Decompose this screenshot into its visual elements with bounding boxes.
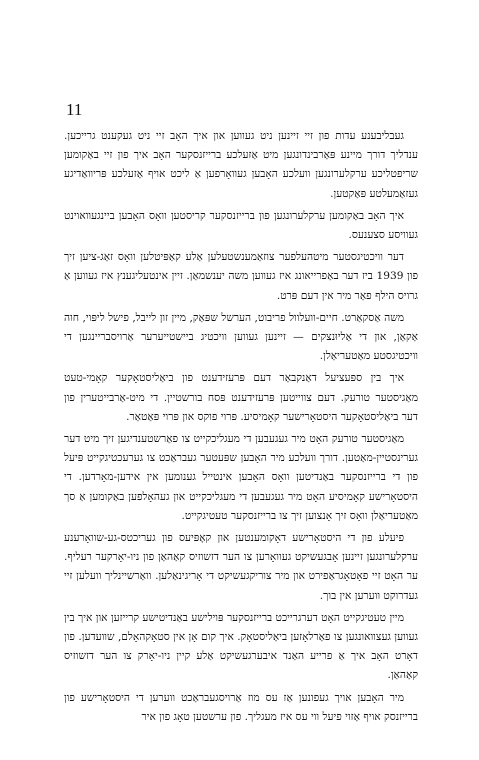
paragraph: געבליבענע עדות פון זיי זיינען ניט געווען און איך האָב זיי ניט געקענט גרייכען. ענדליך דורך מיינע פּאַרבינדונגען מיט אַזעלכע ברייזנסקער האָב איך פון זיי באַקומען שריפטליכע ערקלערונגען וועלכע האָבען געוואָרפען אַ ליכט אויף אַזעלכע פּריוואַדיגע געזאַמעלטע פּאַקטען. <box>64 130 418 200</box>
paragraph: מיר האָבען אויך געפונען אַז עס מוז אַרויסגעבראַכט ווערען די היסטאָרישע פון ברייזנסק אויף אַזוי פיעל ווי עס איז מעגליך. פון ערשטען טאָג פון איר <box>64 691 418 723</box>
paragraph: דער וויכטיגסטער מיטהעלפער צוזאַמענשטעלען אַלע קאַפּיטלען וואָס זאַג-ציען זיך פון 1939 ביז דער באַפרייאונג איז געווען משה יענשמאַן. זיין אינטעליגענץ איז געווען אַ גרויס הילף פאַר מיר אין דעם פּרט. <box>64 251 418 302</box>
paragraph: משה אַסקאַרט. חיים-וועלוול פריבוט, הערשל שפּאַק, מיין זון לייבל, פישל ליפּוי, חוה אַקאַן, און די אַליוּנצקים — זיינען געווען וויכטיג ביישטייערער אַרויסבריינגען די וויכטיגסטע מאַטעריאַלן. <box>64 311 418 363</box>
paragraph: איך בין ספּעציעל דאַנקבאַר דעם פּרעזידענט פון ביאַליסטאָקער קאָמי-טעט מאַגיסטער טורעק. דעם צווייטען פּרעזידענט פּסח בורשטיין. די מיט-אַרבייטערין פון דער ביאַליסטאָקער היסטאָרישער קאָמיסיע. פּרוי פוקס און פּרוי פּאַטאַר. <box>64 372 418 423</box>
paragraph: מיין טעטיגקייט האָט דערגרייכט ברייזנסקער פּוילישע באַנדיטישע קרייזען און איך בין געווען געצוואונגען צו פאַרלאָזען ביאַליסטאָק. איך קום אָן אין סטאָקהאָלם, שוועדען. פון דאָרט האָב איך אַ פרייע האַנד איבערגעשיקט אַלע קיין ניו-יאָרק צו הער דזשוזיס קאַהאַן. <box>64 611 418 682</box>
paragraph: איך האָב באַקומען ערקלערונגען פון ברייזנסקער קריסטען וואָס האָבען ביינגעוואוינט געוויסע סצענעס. <box>64 209 418 242</box>
page-number: 11 <box>66 100 83 119</box>
body-text <box>64 127 418 730</box>
paragraph: פיעלע פון די היסטאָרישע דאָקומענטען און קאָפּיעס פון געריכטס-גע-שוואָרענע ערקלערונגען זיינען אָבגעשיקט געוואָרען צו הער דזשוזיס קאַהאַן פון ניו-יאָרקער רעליף. ער האָט זיי פאָטאָגראַפירט און מיר צוריקגעשיקט די אָריגינאַלען. וואַרשיינליך וועלען זיי געדרוקט ווערען אין בוך. <box>64 532 418 602</box>
paragraph: מאַגיסטער טורעק האָט מיר געגעבען די מעגליכקייט צו פאַרשטענדיגען זיך מיט דער גערינסטיין-מאַטען. דורך וועלכע מיר האָבען שפּעטער געבראַכט צו גערעכטיגקייט פּיעל פון די ברייזנסקער באַנדיטען וואָס האָבען אינטייל גענומען אין אידען-מאָרדען. די היסטאָרישע קאָמיסיע האָט מיר געגעבען די מעגליכקייט און געהאָלפען באַקומען אַ סך מאַטעריאַלן וואָס זיך אָנצוען זיך צו ברייזנסקער טעטיגקייט. <box>64 433 418 522</box>
